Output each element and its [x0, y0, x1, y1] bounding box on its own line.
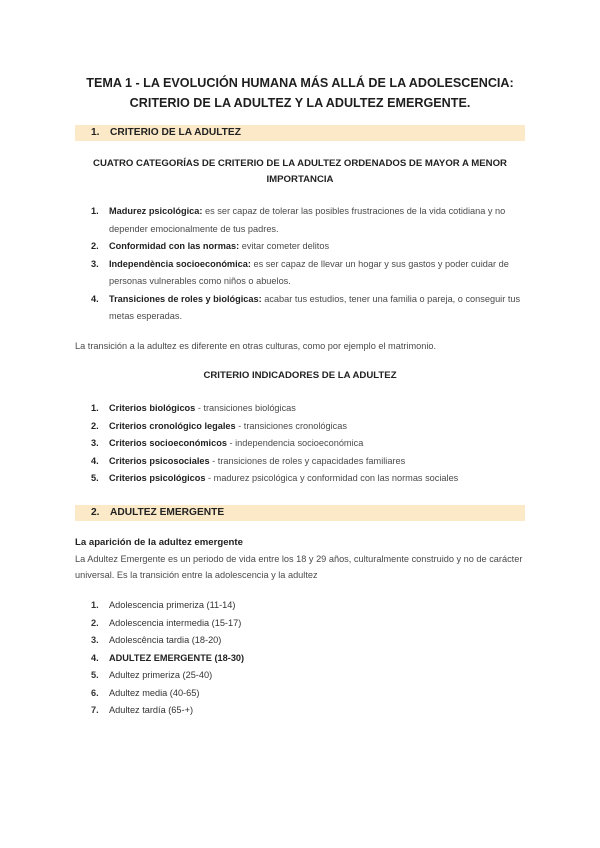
section-number: 2. — [91, 507, 100, 518]
list-item: 1. Adolescencia primeriza (11-14) — [91, 600, 236, 610]
list-item: 6. Adultez media (40-65) — [91, 687, 200, 698]
list-item: 2. Criterios cronológico legales - transiciones cronológicas — [91, 420, 347, 431]
list-item-highlighted: 4. ADULTEZ EMERGENTE (18-30) — [91, 652, 245, 663]
emergent-heading: La aparición de la adultez emergente — [75, 537, 243, 548]
section-number: 1. — [91, 127, 100, 138]
transition-note: La transición a la adultez es diferente en otras culturas, como por ejemplo el matrimonio. — [75, 341, 437, 351]
list-item: 4. Criterios psicosociales - transiciones de roles y capacidades familiares — [91, 455, 406, 466]
stages-list — [75, 597, 535, 720]
title-line-2: CRITERIO DE LA ADULTEZ Y LA ADULTEZ EMERGENTE. — [129, 96, 471, 110]
list-item: 1. Criterios biológicos - transiciones biológicas — [91, 403, 296, 413]
section-heading-1 — [75, 125, 525, 141]
list-item: 3. Adolescência tardia (18-20) — [91, 635, 222, 645]
list-item: 2. Conformidad con las normas: evitar cometer delitos — [91, 241, 330, 251]
list-item: 2. Adolescencia intermedia (15-17) — [91, 617, 242, 628]
section-label: ADULTEZ EMERGENTE — [110, 507, 225, 518]
emergent-paragraph: La Adultez Emergente es un periodo de vida entre los 18 y 29 años, culturalmente construido y no de carácter universal. Es la transición entre la adolescencia y la adultez — [75, 554, 523, 580]
list-item: 5. Adultez primeriza (25-40) — [91, 670, 213, 680]
categories-heading-line-1: CUATRO CATEGORÍAS DE CRITERIO DE LA ADULTEZ ORDENADOS DE MAYOR A MENOR — [93, 158, 507, 169]
indicators-list — [75, 400, 535, 488]
categories-heading — [75, 156, 525, 188]
categories-list — [75, 203, 535, 326]
list-item: 7. Adultez tardía (65-+) — [91, 705, 194, 715]
list-item: 1. Madurez psicológica: es ser capaz de tolerar las posibles frustraciones de la vida cotidiana y no depender emocionalmente de tus padres. — [91, 206, 506, 234]
list-item: 5. Criterios psicológicos - madurez psicológica y conformidad con las normas sociales — [91, 473, 459, 483]
list-item: 3. Independència socioeconómica: es ser capaz de llevar un hogar y sus gastos y poder cuidar de personas vulnerables como niños o abuelos. — [91, 258, 509, 286]
section-heading-2 — [75, 505, 525, 521]
section-label: CRITERIO DE LA ADULTEZ — [110, 127, 241, 138]
title-line-1: TEMA 1 - LA EVOLUCIÓN HUMANA MÁS ALLÁ DE LA ADOLESCENCIA: — [86, 76, 514, 90]
list-item: 4. Transiciones de roles y biológicas: acabar tus estudios, tener una familia o pareja, o conseguir tus metas esperadas. — [91, 293, 521, 321]
categories-heading-line-2: IMPORTANCIA — [266, 174, 334, 185]
indicators-heading: CRITERIO INDICADORES DE LA ADULTEZ — [203, 370, 397, 381]
document-title — [60, 73, 540, 113]
list-item: 3. Criterios socioeconómicos - independencia socioeconómica — [91, 438, 364, 448]
